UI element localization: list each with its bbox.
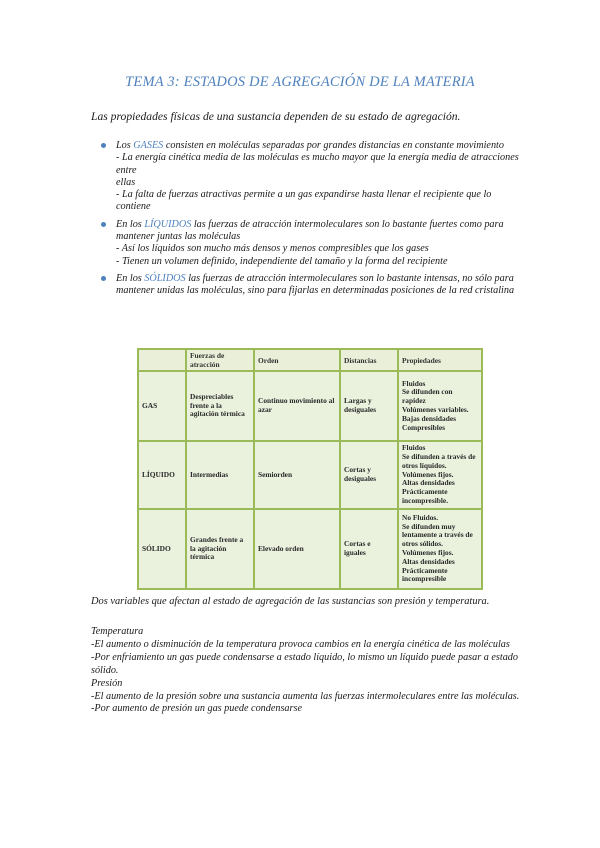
table-cell-props (398, 441, 482, 509)
sub-line: - Tienen un volumen definido, independiente del tamaño y la forma del recipiente (116, 255, 448, 267)
table-header-cell: Distancias (340, 349, 398, 371)
page-title: TEMA 3: ESTADOS DE AGREGACIÓN DE LA MATERIA (125, 74, 475, 90)
prop-line: Prácticamente incompresible. (402, 487, 449, 505)
prop-line: Se difunden muy lentamente a través de otros sólidos. (402, 521, 473, 549)
table-cell-state: LÍQUIDO (138, 441, 186, 509)
bullet-text: En los (116, 272, 145, 284)
list-item-solidos (116, 273, 528, 298)
notes-line: -El aumento o disminución de la temperatura provoca cambios en la energía cinética de las moléculas (91, 638, 510, 650)
table-cell: Intermedias (186, 441, 254, 509)
table-cell: Largas y desiguales (340, 371, 398, 441)
bullet-dot-icon (101, 276, 106, 281)
prop-line: No Fluidos. (402, 512, 439, 522)
bullet-text: las fuerzas de atracción intermoleculares son lo bastante fuertes como para mantener juntas las moléculas (116, 218, 504, 243)
bullet-text: En los (116, 218, 145, 230)
table-cell: Cortas y desiguales (340, 441, 398, 509)
intro-paragraph: Las propiedades físicas de una sustancia dependen de su estado de agregación. (91, 110, 461, 123)
table-cell-state: SÓLIDO (138, 509, 186, 589)
table-header-cell: Fuerzas de atracción (186, 349, 254, 371)
table-cell: Cortas e iguales (340, 509, 398, 589)
prop-line: Altas densidades (402, 478, 455, 488)
table-cell: Elevado orden (254, 509, 340, 589)
table-header-cell (138, 349, 186, 371)
sub-line: - Así los líquidos son mucho más densos y menos compresibles que los gases (116, 243, 429, 255)
prop-line: Se difunden a través de otros líquidos. (402, 452, 476, 470)
prop-line: Prácticamente incompresible (402, 565, 448, 584)
keyword-gases: GASES (133, 140, 164, 151)
prop-line: Volúmenes variables. (402, 405, 469, 414)
table-header-row (138, 349, 482, 371)
sub-line: - La energía cinética media de las moléculas es mucho mayor que la energía media de atracciones entre (116, 152, 519, 176)
table-cell-props (398, 371, 482, 441)
table-cell: Semiorden (254, 441, 340, 509)
prop-line: Volúmenes fijos. (402, 548, 454, 557)
notes-heading-temperatura: Temperatura (91, 626, 144, 637)
notes-heading-presion: Presión (91, 677, 123, 689)
prop-line: Altas densidades (402, 556, 455, 566)
list-item-gases (116, 140, 528, 214)
notes-section (91, 626, 531, 716)
sub-line: ellas (116, 176, 136, 188)
table-row (138, 371, 482, 441)
table-cell: Grandes frente a la agitación térmica (186, 509, 254, 589)
bullet-text: consisten en moléculas separadas por grandes distancias en constante movimiento (163, 140, 504, 151)
table-cell-state: GAS (138, 371, 186, 441)
notes-line: -Por aumento de presión un gas puede condensarse (91, 703, 302, 715)
after-table-paragraph: Dos variables que afectan al estado de agregación de las sustancias son presión y temperatura. (91, 596, 490, 607)
prop-line: Bajas densidades (402, 413, 457, 423)
prop-line: Se difunden con rapidez (402, 387, 453, 406)
list-item-liquidos (116, 219, 528, 268)
states-table (137, 348, 483, 590)
bullet-dot-icon (101, 143, 106, 148)
notes-line: -El aumento de la presión sobre una sustancia aumenta las fuerzas intermoleculares entre las moléculas. (91, 690, 520, 702)
prop-line: Volúmenes fijos. (402, 469, 454, 479)
table-cell: Despreciables frente a la agitación térmica (186, 371, 254, 441)
table-row (138, 509, 482, 589)
bullet-text: las fuerzas de atracción intermoleculares son lo bastante intensas, no sólo para mantener unidas las moléculas, sino para fijarlas en determinadas posiciones de la red cristalina (116, 272, 515, 297)
sub-line: - La falta de fuerzas atractivas permite a un gas expandirse hasta llenar el recipiente que lo contiene (116, 189, 492, 213)
prop-line: Fluidos (402, 378, 426, 388)
keyword-solidos: SÓLIDOS (144, 272, 186, 284)
table-cell: Continuo movimiento al azar (254, 371, 340, 441)
table-cell-props (398, 509, 482, 589)
table-header-cell: Orden (254, 349, 340, 371)
prop-line: Compresibles (402, 422, 445, 432)
keyword-liquidos: LÍQUIDOS (144, 218, 192, 230)
table-row (138, 441, 482, 509)
bullet-dot-icon (101, 222, 106, 227)
bullet-list (116, 140, 528, 303)
bullet-text: Los (116, 140, 134, 151)
table-header-cell: Propiedades (398, 349, 482, 371)
prop-line: Fluidos (402, 443, 426, 453)
notes-line: -Por enfriamiento un gas puede condensarse a estado líquido, lo mismo un líquido puede pasar a estado sólido. (91, 651, 518, 676)
